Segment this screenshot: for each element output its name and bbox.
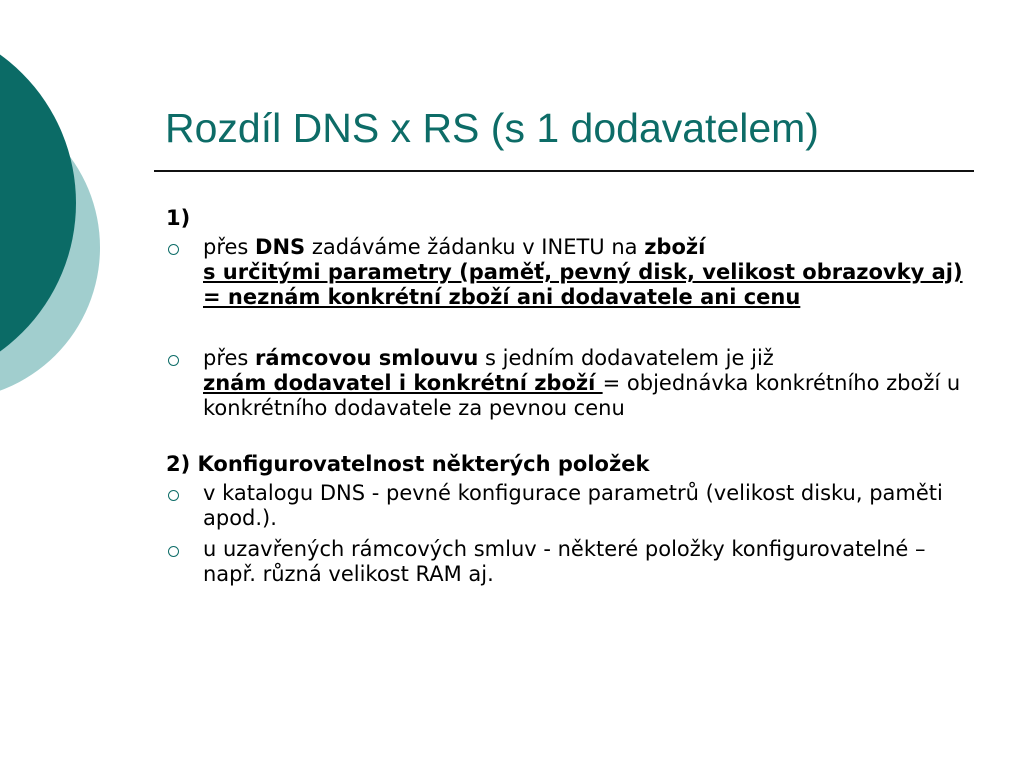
bullet-emphasis: zboží (644, 235, 706, 259)
bullet-emphasis: DNS (255, 235, 306, 259)
title-divider (154, 170, 974, 172)
slide-content (166, 206, 966, 587)
bullet-text: = objednávka konkrétního zboží u konkrétního dodavatele za pevnou cenu (203, 371, 961, 420)
bullet-emphasis: rámcovou smlouvu (255, 346, 479, 370)
bullet-ramcova-smlouva (166, 346, 966, 421)
bullet-text: s jedním dodavatelem je již (478, 346, 774, 370)
bullet-katalog-dns: v katalogu DNS - pevné konfigurace parametrů (velikost disku, paměti apod.). (166, 481, 966, 531)
bullet-underlined-text: s určitými parametry (paměť, pevný disk, velikost obrazovky aj) = neznám konkrétní zboží ani dodavatele ani cenu (203, 260, 963, 309)
bullet-ramcove-smlouvy: u uzavřených rámcových smluv - některé položky konfigurovatelné – např. různá velikost RAM aj. (166, 537, 966, 587)
bullet-text: přes (203, 235, 256, 259)
bullet-text: zadáváme žádanku v INETU na (305, 235, 645, 259)
bullet-text: přes (203, 346, 256, 370)
section-2-heading: 2) Konfigurovatelnost některých položek (166, 452, 650, 476)
bullet-underlined-text: znám dodavatel i konkrétní zboží (203, 371, 603, 395)
section-1-heading: 1) (166, 206, 191, 230)
bullet-dns (166, 235, 966, 310)
slide-title: Rozdíl DNS x RS (s 1 dodavatelem) (165, 105, 819, 151)
